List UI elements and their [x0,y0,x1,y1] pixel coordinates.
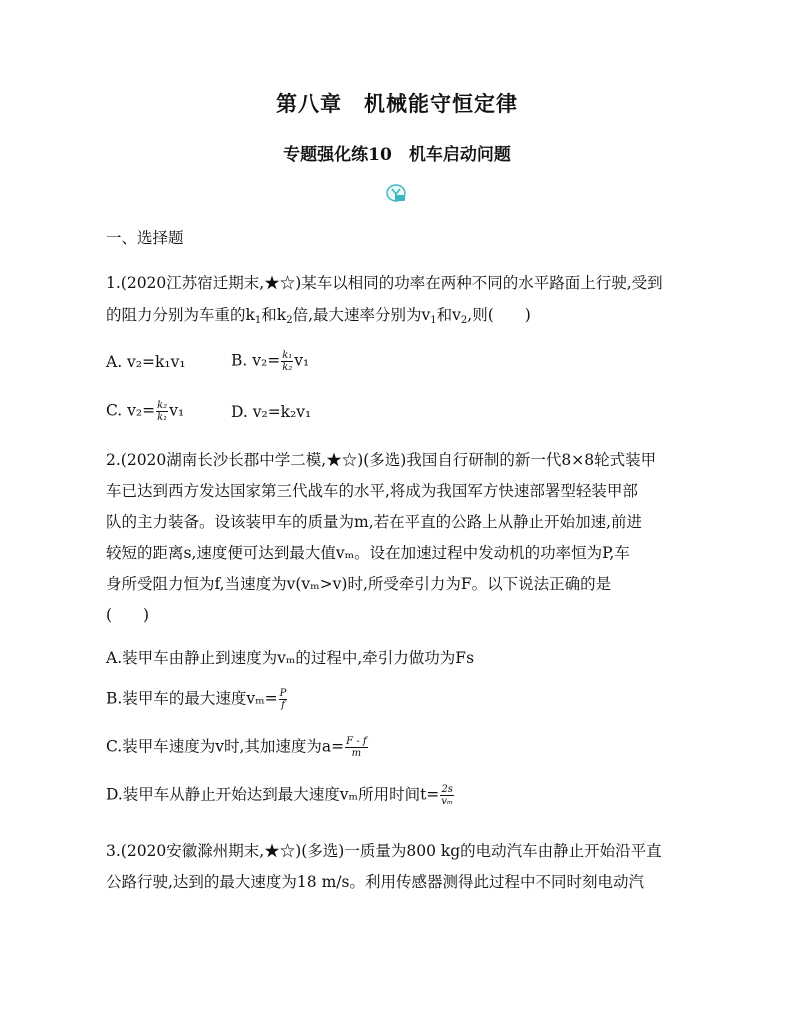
chapter-title: 第八章 机械能守恒定律 [276,91,518,116]
q1-option-c: C. v₂= $\frac{\text{k₂}}{\text{k₁}}$ v₁ [106,400,185,423]
q2-option-c: C.装甲车速度为v时,其加速度为a= $\frac{F - f}{m}$ [106,736,367,759]
section-header: 一、选择题 [106,229,184,247]
q2-line3: 队的主力装备。设该装甲车的质量为m,若在平直的公路上从静止开始加速,前进 [106,513,643,531]
q2-line5: 身所受阻力恒为f,当速度为v(vₘ>v)时,所受牵引力为F。以下说法正确的是 [106,575,612,593]
q1-line1: 1.(2020江苏宿迁期末,★☆)某车以相同的功率在两种不同的水平路面上行驶,受到 [106,274,663,292]
q3-line1: 3.(2020安徽滁州期末,★☆)(多选)一质量为800 kg的电动汽车由静止开始沿平直 [106,842,662,860]
section-title: 专题强化练10 机车启动问题 [283,145,511,165]
q2-line4: 较短的距离s,速度便可达到最大值vₘ。设在加速过程中发动机的功率恒为P,车 [106,544,630,562]
q1-option-d: D. v₂=k₂v₁ [231,403,312,421]
publisher-logo-icon [386,184,406,202]
q2-line1: 2.(2020湖南长沙长郡中学二模,★☆)(多选)我国自行研制的新一代8×8轮式装甲 [106,451,657,469]
q1-option-b: B. v₂= $\frac{\text{k₁}}{\text{k₂}}$ v₁ [231,350,310,373]
q2-line6: ( ) [106,606,150,624]
q2-line2: 车已达到西方发达国家第三代战车的水平,将成为我国军方快速部署型轻装甲部 [106,482,638,500]
q2-option-a: A.装甲车由静止到速度为vₘ的过程中,牵引力做功为Fs [106,649,475,667]
q2-option-b: B.装甲车的最大速度vₘ= $\frac{P}{f}$ [106,688,287,711]
q1-line2: 的阻力分别为车重的$k_1$和$k_2$倍,最大速率分别为$v_1$和$v_2$,则( ) [106,306,531,326]
q2-option-d: D.装甲车从静止开始达到最大速度vₘ所用时间t= $\frac{2s}{\text{vₘ}}$ [106,784,454,807]
q3-line2: 公路行驶,达到的最大速度为18 m/s。利用传感器测得此过程中不同时刻电动汽 [106,873,644,891]
q1-option-a: A. v₂=k₁v₁ [106,353,186,371]
